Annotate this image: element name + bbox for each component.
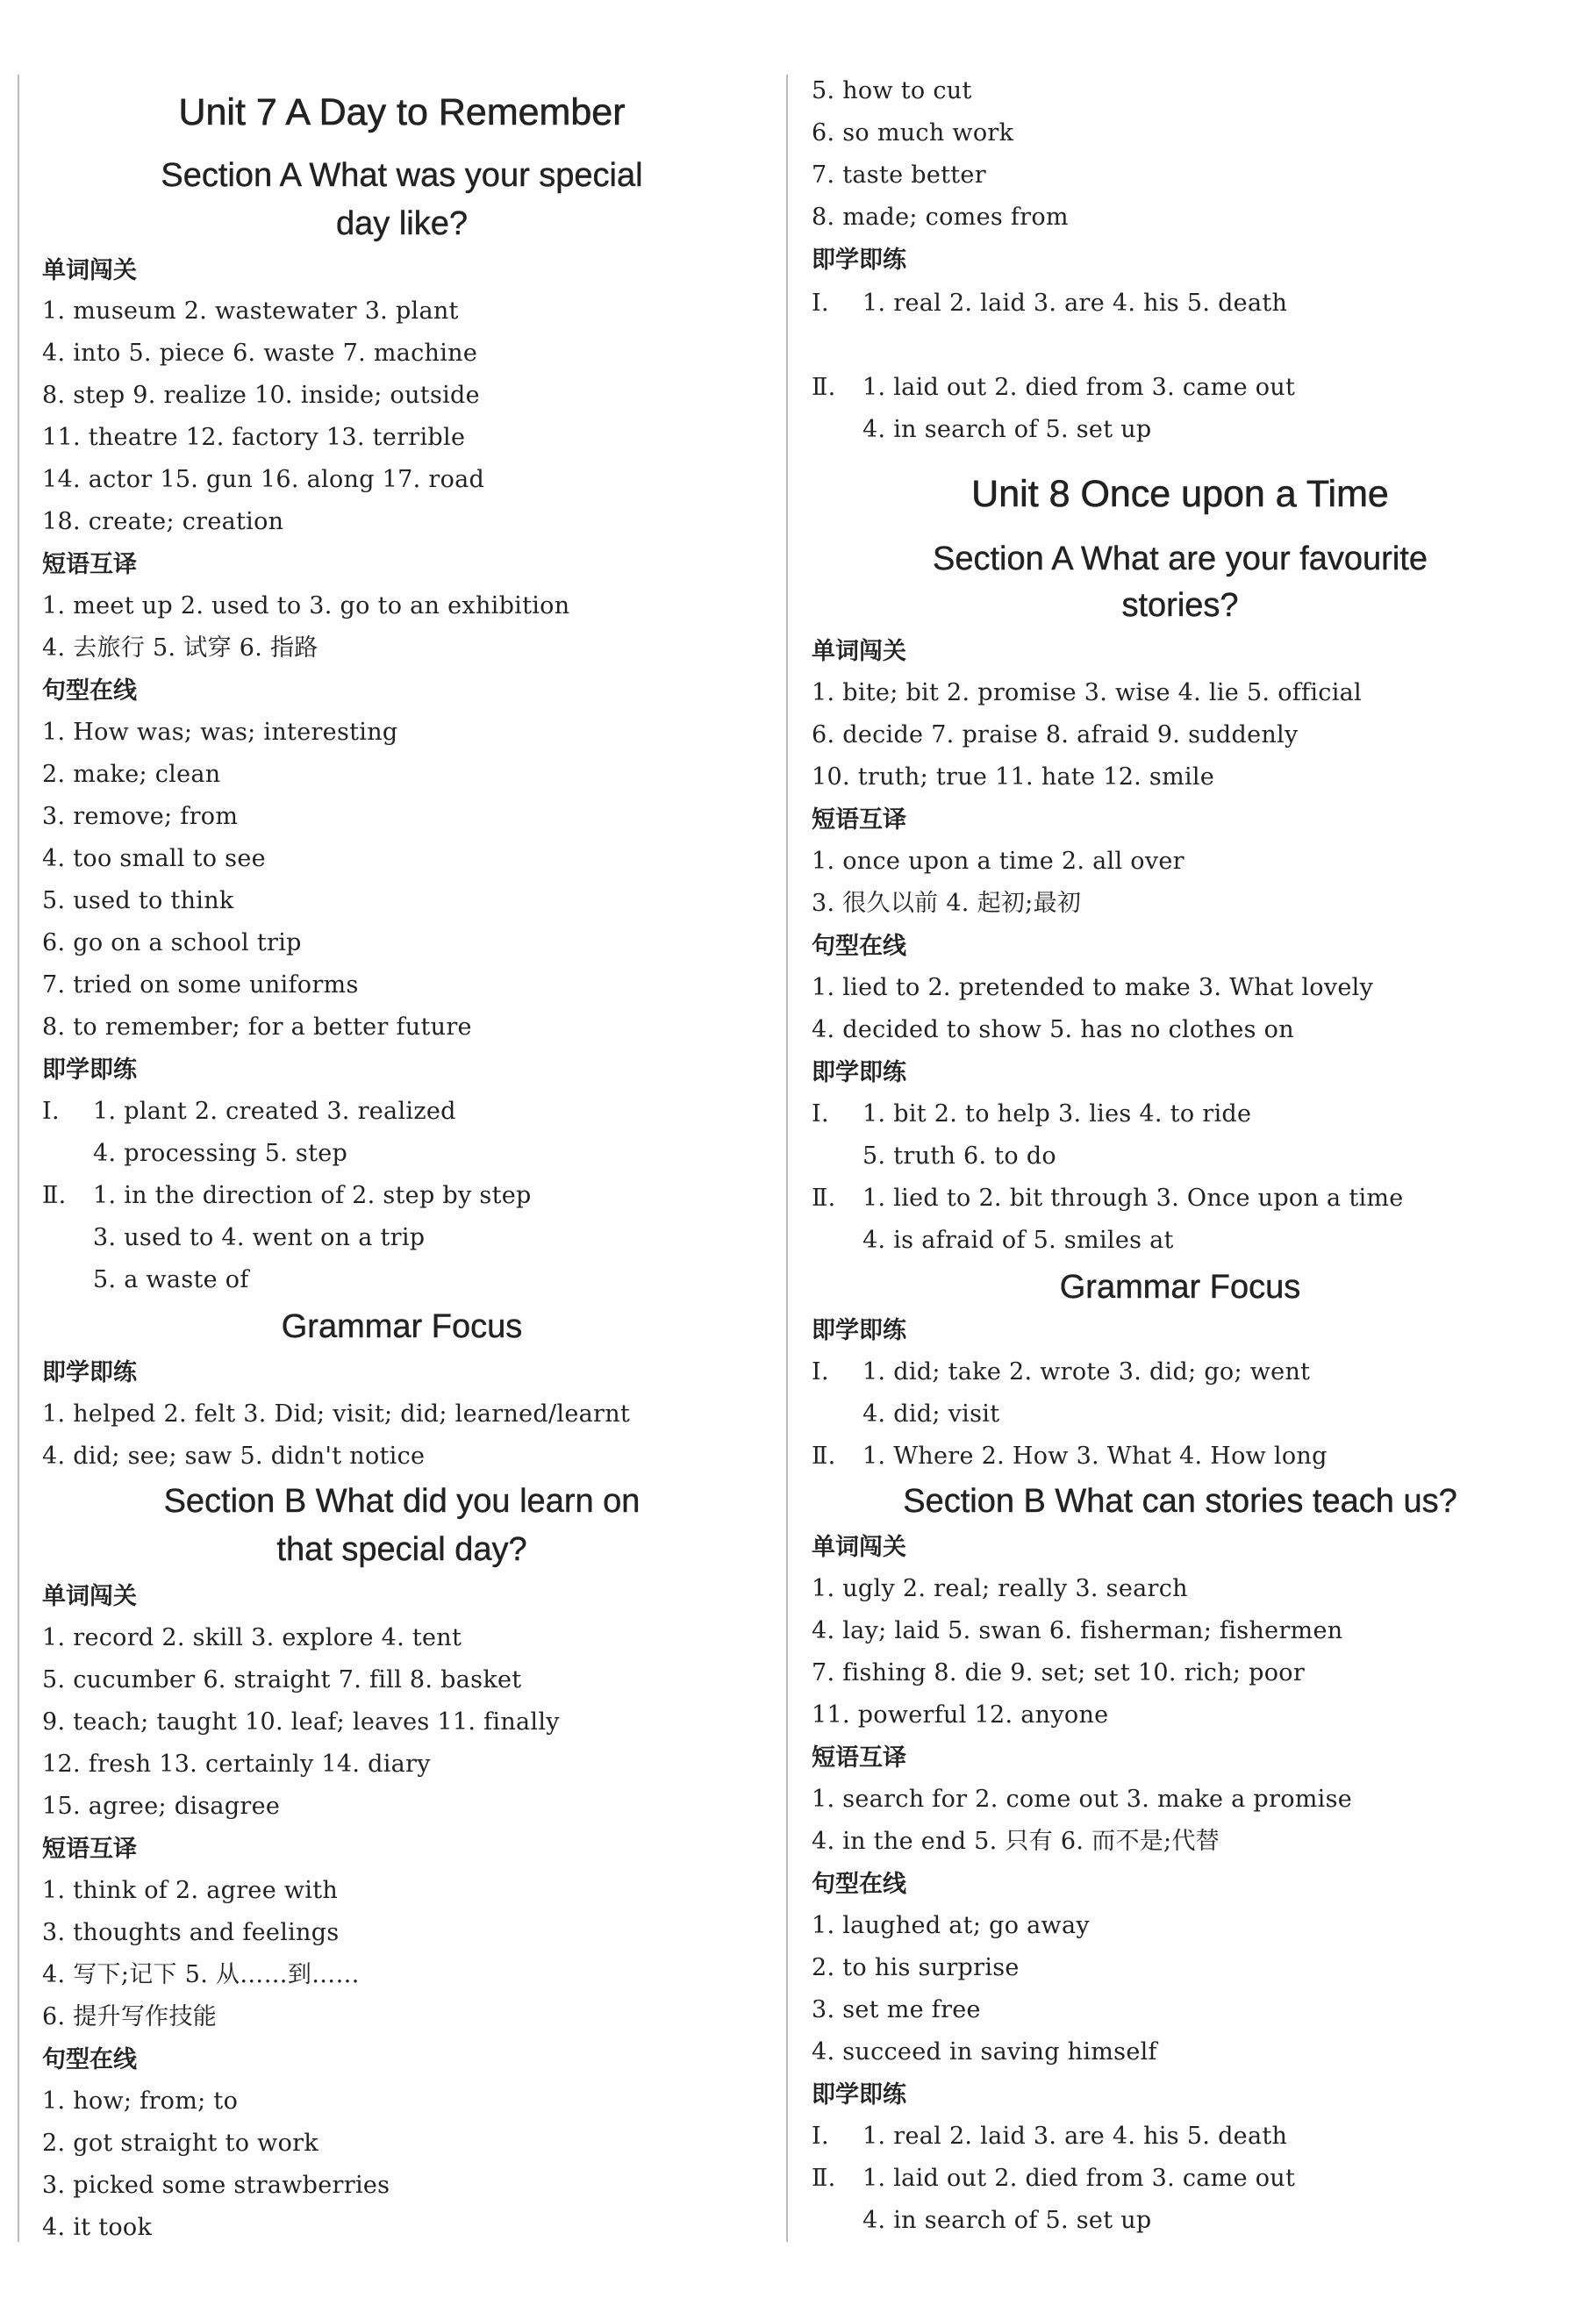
answer-line: 1. museum 2. wastewater 3. plant bbox=[42, 297, 459, 325]
answer-line: 4. too small to see bbox=[42, 845, 266, 872]
roman-numeral: Ⅱ. bbox=[812, 1185, 836, 1212]
answer-line: 8. made; comes from bbox=[812, 204, 1069, 231]
heading-practice: 即学即练 bbox=[812, 1317, 906, 1344]
answer-line: 9. teach; taught 10. leaf; leaves 11. finally bbox=[42, 1708, 560, 1736]
answer-line: 6. decide 7. praise 8. afraid 9. suddenly bbox=[812, 721, 1299, 748]
heading-phrase: 短语互译 bbox=[812, 1744, 906, 1772]
heading-sentence: 句型在线 bbox=[42, 677, 137, 705]
answer-line: 5. a waste of bbox=[93, 1266, 249, 1293]
answer-line bbox=[812, 1178, 1404, 1220]
answer-line: 4. it took bbox=[42, 2214, 153, 2241]
answer-line bbox=[812, 1093, 1251, 1135]
answer-line: 7. tried on some uniforms bbox=[42, 971, 359, 999]
answer-line: 6. so much work bbox=[812, 119, 1014, 147]
answer-line: 6. go on a school trip bbox=[42, 929, 302, 956]
answer-line: 4. did; see; saw 5. didn't notice bbox=[42, 1443, 426, 1470]
roman-numeral: Ⅱ. bbox=[812, 2165, 836, 2192]
answer-text: 1. bit 2. to help 3. lies 4. to ride bbox=[862, 1100, 1252, 1128]
answer-line: 1. meet up 2. used to 3. go to an exhibition bbox=[42, 592, 570, 619]
answer-line: 4. lay; laid 5. swan 6. fisherman; fishermen bbox=[812, 1617, 1343, 1644]
answer-line: 4. into 5. piece 6. waste 7. machine bbox=[42, 340, 478, 367]
answer-line: 2. got straight to work bbox=[42, 2130, 318, 2157]
heading-sentence: 句型在线 bbox=[812, 1871, 906, 1898]
answer-line bbox=[812, 1436, 1328, 1478]
answer-text: 1. did; take 2. wrote 3. did; go; went bbox=[862, 1358, 1311, 1386]
answer-line: 1. ugly 2. real; really 3. search bbox=[812, 1575, 1188, 1602]
answer-text: 1. laid out 2. died from 3. came out bbox=[862, 374, 1296, 401]
answer-text: 1. real 2. laid 3. are 4. his 5. death bbox=[862, 2123, 1288, 2150]
answer-line: 7. fishing 8. die 9. set; set 10. rich; poor bbox=[812, 1659, 1306, 1686]
heading-practice: 即学即练 bbox=[42, 1359, 137, 1386]
answer-line: 1. think of 2. agree with bbox=[42, 1877, 339, 1904]
column-divider bbox=[786, 75, 788, 2242]
roman-numeral: Ⅰ. bbox=[812, 1358, 829, 1386]
roman-numeral: Ⅱ. bbox=[812, 374, 836, 401]
answer-line: 4. 去旅行 5. 试穿 6. 指路 bbox=[42, 634, 318, 662]
roman-numeral: Ⅰ. bbox=[812, 1100, 829, 1128]
answer-line: 4. succeed in saving himself bbox=[812, 2038, 1157, 2066]
roman-numeral: Ⅱ. bbox=[812, 1443, 836, 1470]
roman-numeral: Ⅱ. bbox=[42, 1182, 67, 1209]
answer-line bbox=[812, 2116, 1287, 2158]
grammar-focus-title: Grammar Focus bbox=[281, 1308, 523, 1345]
answer-line: 4. 写下;记下 5. 从……到…… bbox=[42, 1961, 360, 1988]
answer-line: 3. remove; from bbox=[42, 803, 239, 830]
left-margin-rule bbox=[18, 75, 19, 2242]
unit7-sectionA-title-line1: Section A What was your special bbox=[161, 157, 643, 194]
answer-text: 1. lied to 2. bit through 3. Once upon a time bbox=[862, 1185, 1404, 1212]
answer-line bbox=[812, 367, 1295, 409]
answer-line: 3. thoughts and feelings bbox=[42, 1919, 340, 1946]
answer-line bbox=[812, 325, 862, 367]
unit8-title: Unit 8 Once upon a Time bbox=[971, 473, 1389, 515]
unit7-sectionB-title-line1: Section B What did you learn on bbox=[163, 1483, 641, 1520]
unit8-sectionA-title-line1: Section A What are your favourite bbox=[933, 541, 1428, 577]
heading-vocab: 单词闯关 bbox=[812, 1534, 906, 1561]
answer-line: 12. fresh 13. certainly 14. diary bbox=[42, 1751, 431, 1778]
answer-line: 1. bite; bit 2. promise 3. wise 4. lie 5. official bbox=[812, 679, 1362, 706]
answer-line: 6. 提升写作技能 bbox=[42, 2003, 218, 2030]
answer-line: 4. in the end 5. 只有 6. 而不是;代替 bbox=[812, 1828, 1220, 1855]
heading-practice: 即学即练 bbox=[812, 1059, 906, 1086]
answer-line: 1. once upon a time 2. all over bbox=[812, 848, 1184, 875]
answer-line: 5. how to cut bbox=[812, 77, 972, 104]
answer-line: 4. in search of 5. set up bbox=[862, 2207, 1152, 2234]
answer-line: 1. search for 2. come out 3. make a promise bbox=[812, 1786, 1353, 1813]
answer-line: 5. truth 6. to do bbox=[862, 1142, 1056, 1170]
answer-line: 3. picked some strawberries bbox=[42, 2172, 390, 2199]
answer-line: 10. truth; true 11. hate 12. smile bbox=[812, 763, 1215, 791]
answer-line: 2. make; clean bbox=[42, 761, 221, 788]
unit7-title: Unit 7 A Day to Remember bbox=[178, 91, 626, 133]
answer-line: 1. How was; was; interesting bbox=[42, 719, 398, 746]
grammar-focus-title: Grammar Focus bbox=[1059, 1269, 1301, 1306]
answer-line: 5. used to think bbox=[42, 887, 234, 914]
answer-line: 4. in search of 5. set up bbox=[862, 416, 1152, 443]
answer-line bbox=[812, 2158, 1295, 2200]
answer-line: 8. to remember; for a better future bbox=[42, 1013, 472, 1041]
heading-phrase: 短语互译 bbox=[42, 1836, 137, 1863]
answer-text: 1. laid out 2. died from 3. came out bbox=[862, 2165, 1296, 2192]
answer-line: 2. to his surprise bbox=[812, 1954, 1020, 1981]
answer-line: 14. actor 15. gun 16. along 17. road bbox=[42, 466, 485, 493]
heading-vocab: 单词闯关 bbox=[812, 638, 906, 665]
answer-line: 1. how; from; to bbox=[42, 2087, 239, 2115]
answer-line: 18. create; creation bbox=[42, 508, 284, 535]
heading-sentence: 句型在线 bbox=[812, 933, 906, 960]
heading-practice: 即学即练 bbox=[42, 1056, 137, 1084]
answer-text: 1. plant 2. created 3. realized bbox=[93, 1098, 456, 1125]
answer-line: 15. agree; disagree bbox=[42, 1793, 281, 1820]
heading-phrase: 短语互译 bbox=[42, 551, 137, 578]
roman-numeral: Ⅰ. bbox=[812, 2123, 829, 2150]
answer-line: 1. lied to 2. pretended to make 3. What lovely bbox=[812, 974, 1374, 1001]
heading-practice: 即学即练 bbox=[812, 247, 906, 274]
answer-line: 4. processing 5. step bbox=[93, 1140, 348, 1167]
unit7-sectionA-title-line2: day like? bbox=[336, 205, 468, 242]
answer-line: 1. laughed at; go away bbox=[812, 1912, 1090, 1939]
heading-vocab: 单词闯关 bbox=[42, 257, 137, 284]
answer-line: 3. set me free bbox=[812, 1996, 981, 2023]
answer-line: 3. 很久以前 4. 起初;最初 bbox=[812, 890, 1082, 917]
answer-line bbox=[812, 283, 1287, 325]
answer-line: 3. used to 4. went on a trip bbox=[93, 1224, 426, 1251]
answer-line bbox=[42, 1091, 456, 1133]
unit7-sectionB-title-line2: that special day? bbox=[276, 1531, 527, 1568]
answer-line: 1. record 2. skill 3. explore 4. tent bbox=[42, 1624, 462, 1651]
answer-line bbox=[812, 1351, 1310, 1393]
heading-practice: 即学即练 bbox=[812, 2081, 906, 2109]
heading-vocab: 单词闯关 bbox=[42, 1583, 137, 1610]
answer-text: 1. Where 2. How 3. What 4. How long bbox=[862, 1443, 1328, 1470]
heading-sentence: 句型在线 bbox=[42, 2046, 137, 2073]
unit8-sectionB-title: Section B What can stories teach us? bbox=[903, 1483, 1457, 1520]
answer-line: 8. step 9. realize 10. inside; outside bbox=[42, 382, 480, 409]
answer-text: 1. real 2. laid 3. are 4. his 5. death bbox=[862, 290, 1288, 317]
unit8-sectionA-title-line2: stories? bbox=[1121, 587, 1239, 624]
roman-numeral: Ⅰ. bbox=[812, 290, 829, 317]
answer-text: 1. in the direction of 2. step by step bbox=[93, 1182, 532, 1209]
answer-line: 4. is afraid of 5. smiles at bbox=[862, 1227, 1174, 1254]
answer-line: 11. powerful 12. anyone bbox=[812, 1701, 1109, 1729]
answer-line: 7. taste better bbox=[812, 161, 986, 189]
answer-line bbox=[42, 1175, 532, 1217]
answer-line: 1. helped 2. felt 3. Did; visit; did; learned/learnt bbox=[42, 1400, 631, 1428]
answer-line: 11. theatre 12. factory 13. terrible bbox=[42, 424, 466, 451]
heading-phrase: 短语互译 bbox=[812, 806, 906, 834]
answer-line: 5. cucumber 6. straight 7. fill 8. basket bbox=[42, 1666, 522, 1693]
answer-line: 4. did; visit bbox=[862, 1400, 1000, 1428]
answer-line: 4. decided to show 5. has no clothes on bbox=[812, 1016, 1294, 1043]
roman-numeral: Ⅰ. bbox=[42, 1098, 60, 1125]
